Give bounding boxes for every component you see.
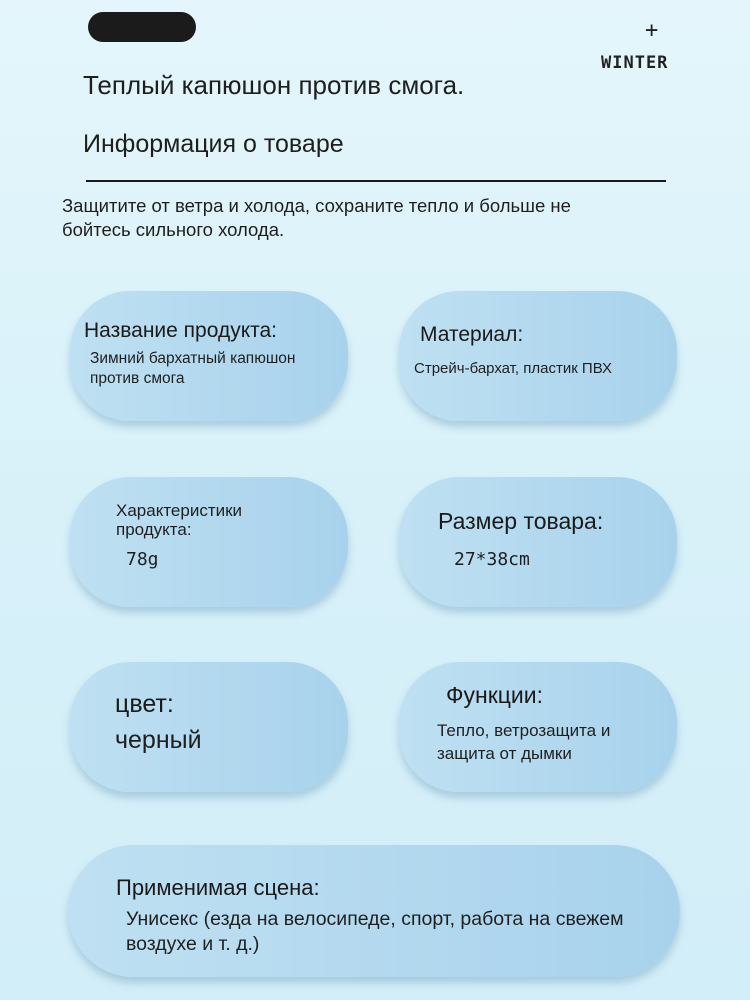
- card-scene-value: Унисекс (езда на велосипеде, спорт, работа на свежем воздухе и т. д.): [126, 908, 624, 955]
- card-color: [70, 662, 348, 792]
- card-specs: [70, 477, 348, 607]
- plus-icon: +: [645, 18, 659, 43]
- section-divider: [86, 180, 666, 182]
- card-color-heading: цвет:: [115, 690, 174, 718]
- card-functions: [399, 662, 677, 792]
- card-specs-value: 78g: [126, 549, 159, 570]
- card-material: [399, 291, 677, 421]
- card-product-name-value: Зимний бархатный капюшон против смога: [90, 350, 296, 387]
- page-title: Теплый капюшон против смога.: [83, 70, 465, 100]
- card-specs-heading: Характеристики продукта:: [116, 501, 243, 539]
- card-size: [399, 477, 677, 607]
- intro-text: Защитите от ветра и холода, сохраните тепло и больше не бойтесь сильного холода.: [62, 195, 571, 240]
- card-size-heading: Размер товара:: [438, 508, 604, 534]
- card-color-value: черный: [115, 726, 202, 754]
- card-scene: [68, 845, 680, 977]
- card-functions-value: Тепло, ветрозащита и защита от дымки: [437, 721, 611, 763]
- card-product-name-heading: Название продукта:: [84, 319, 278, 342]
- season-label: WINTER: [601, 53, 669, 73]
- card-material-value: Стрейч-бархат, пластик ПВХ: [414, 360, 613, 377]
- card-scene-heading: Применимая сцена:: [116, 875, 320, 900]
- card-material-heading: Материал:: [420, 323, 524, 346]
- section-title: Информация о товаре: [83, 130, 344, 158]
- top-decorative-pill: [88, 12, 196, 42]
- card-functions-heading: Функции:: [446, 682, 544, 708]
- card-product-name: [70, 291, 348, 421]
- card-size-value: 27*38cm: [454, 549, 530, 570]
